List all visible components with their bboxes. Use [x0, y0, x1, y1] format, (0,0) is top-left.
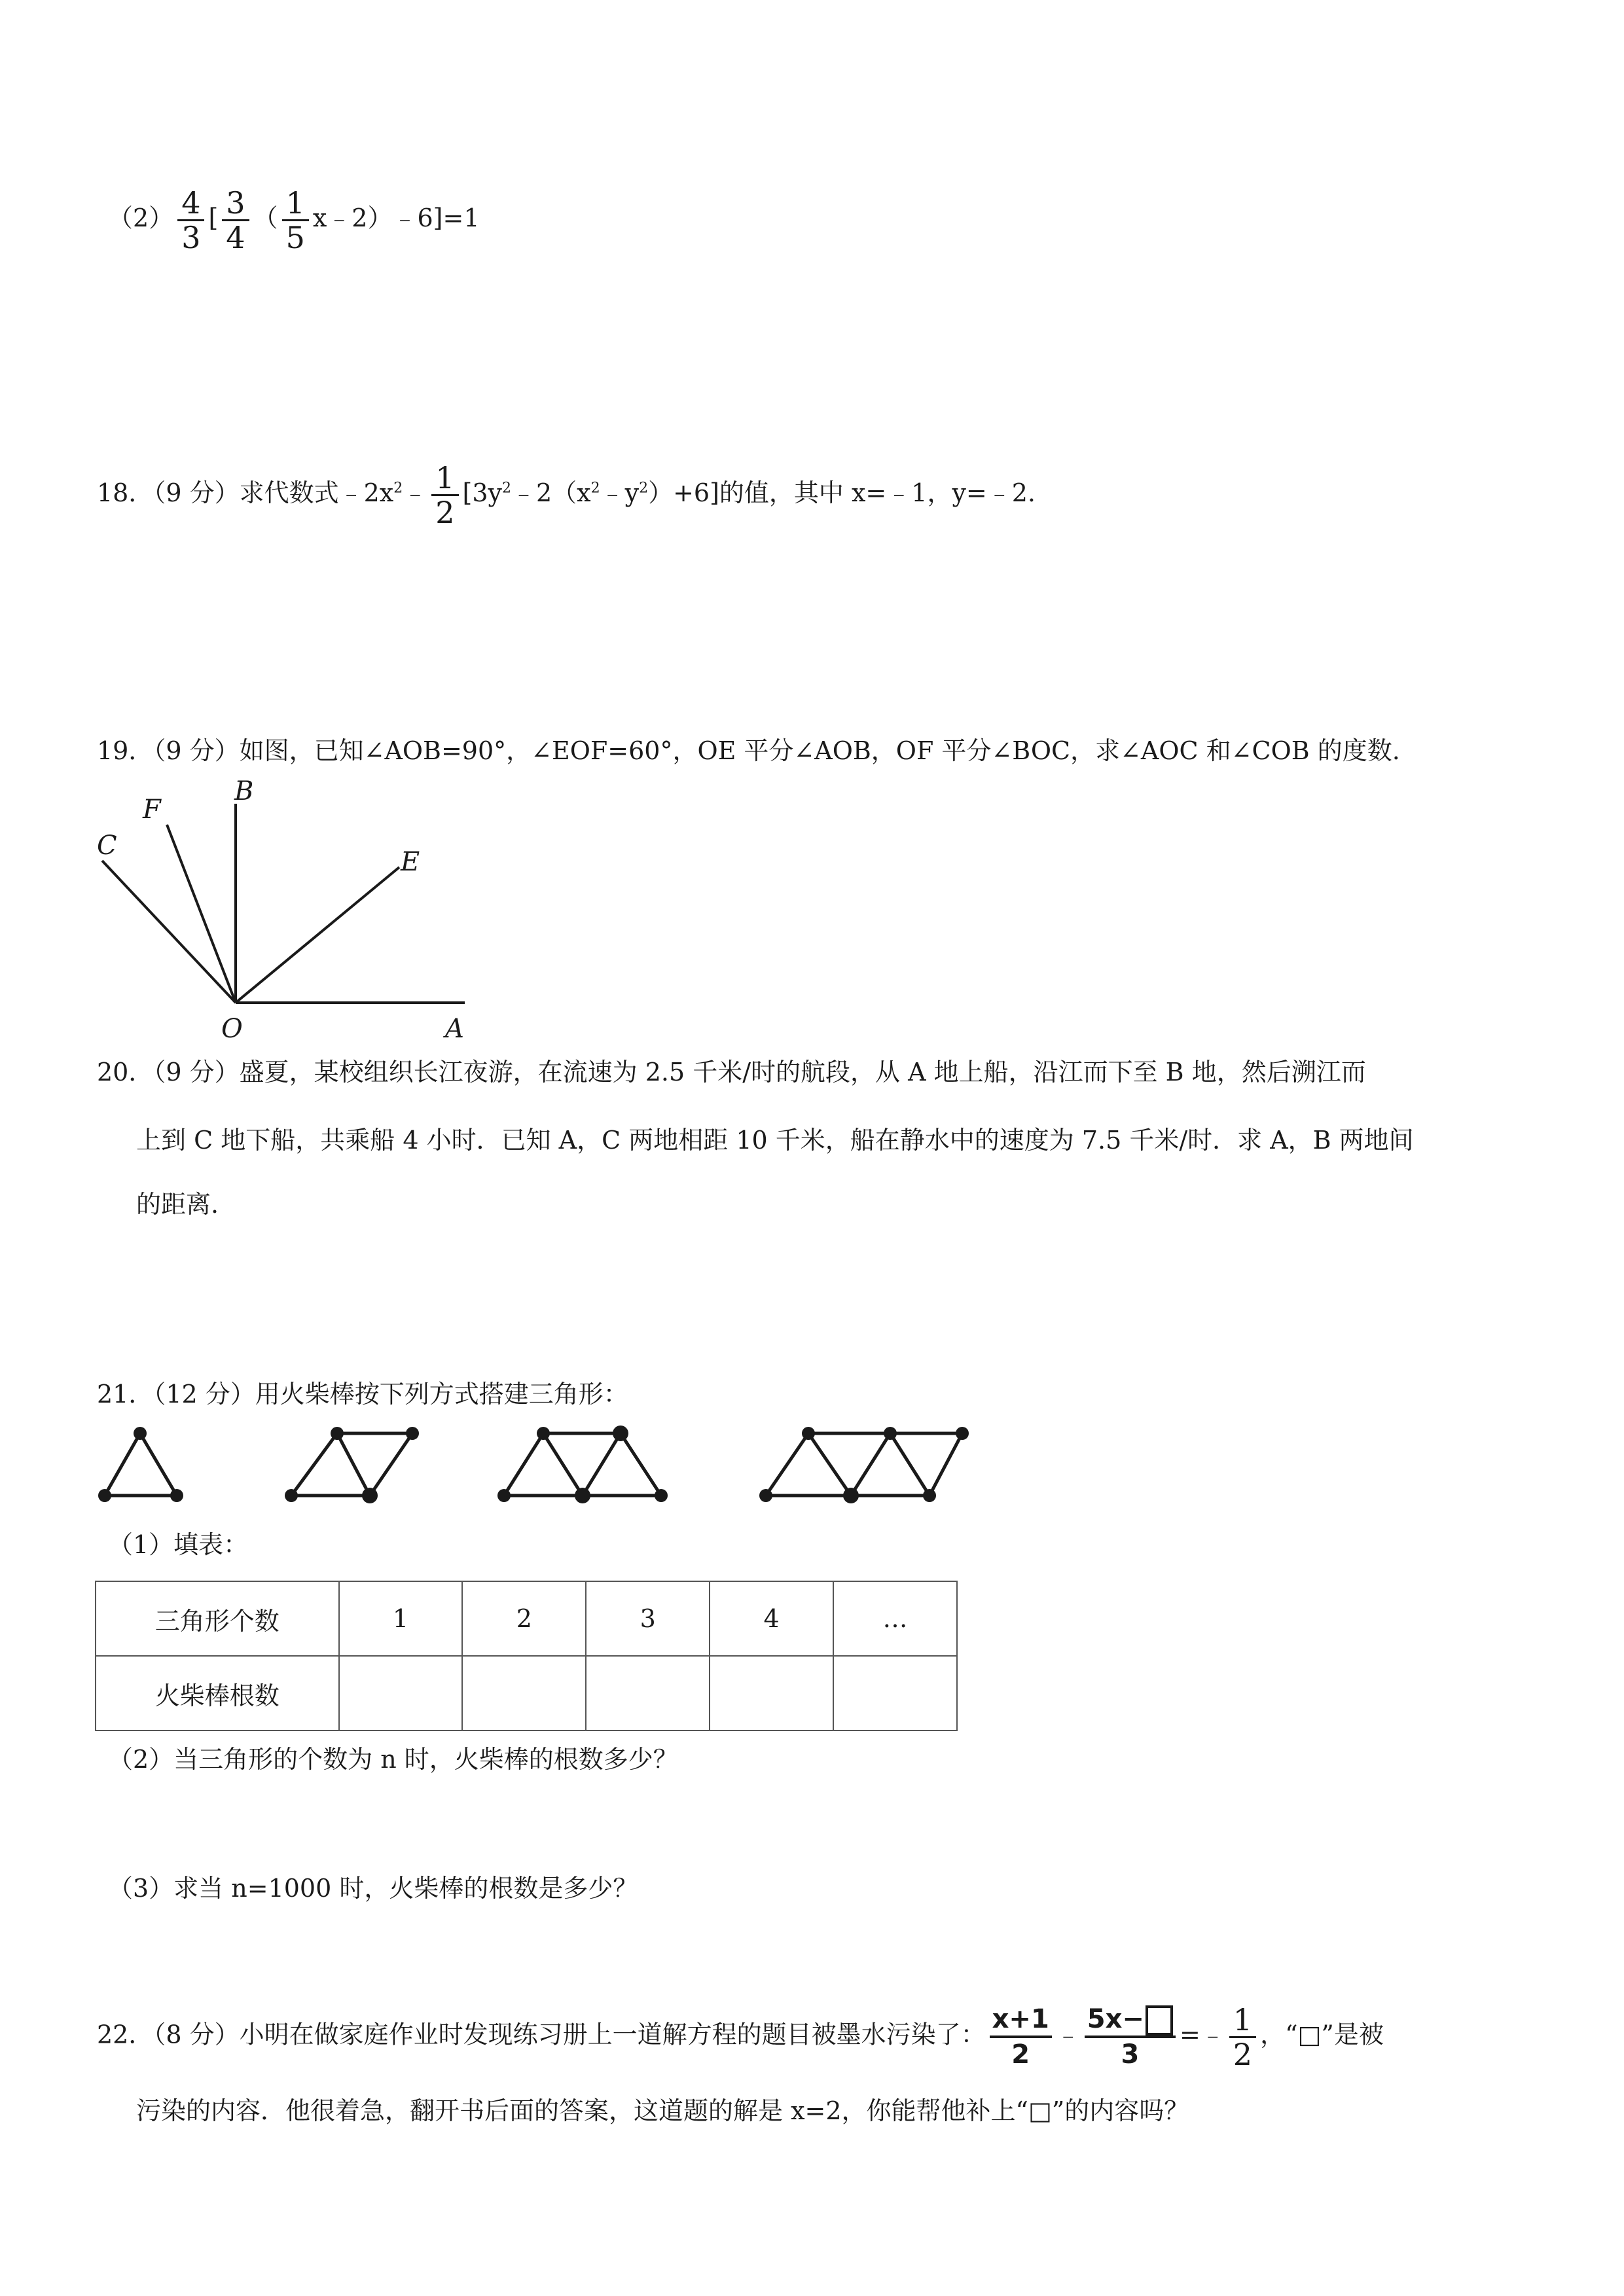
ray-oc [102, 861, 236, 1003]
q21-part2: （2）当三角形的个数为 n 时，火柴棒的根数多少？ [108, 1745, 678, 1774]
q20-line3: 的距离. [136, 1190, 219, 1219]
q20-line2: 上到 C 地下船，共乘船 4 小时．已知 A，C 两地相距 10 千米，船在静水中的速度为 7.5 千米/时．求 A，B 两地间 [136, 1126, 1414, 1155]
fraction: $\frac{1}{2}$ [431, 461, 458, 529]
ink-blot-box-icon [1146, 2005, 1173, 2036]
fraction: $\frac{x+1}{2}$ [990, 2003, 1052, 2071]
table-cell: 2 [462, 1581, 586, 1656]
fraction: $\frac{1}{5}$ [282, 187, 309, 254]
fraction: $\frac{4}{3}$ [177, 187, 204, 254]
q20-line1: 20．（9 分）盛夏，某校组织长江夜游，在流速为 2.5 千米/时的航段，从 A 地上船，沿江而下至 B 地，然后溯江而 [97, 1058, 1366, 1086]
table-cell: 4 [710, 1581, 833, 1656]
table-cell: … [833, 1581, 957, 1656]
q21-intro: 21．（12 分）用火柴棒按下列方式搭建三角形： [97, 1380, 628, 1408]
table-row [96, 1656, 957, 1731]
matchstick-figure [92, 1420, 995, 1512]
table-cell: 1 [339, 1581, 463, 1656]
label-f: F [143, 795, 161, 825]
table-row [96, 1581, 957, 1656]
q21-part3: （3）求当 n=1000 时，火柴棒的根数是多少？ [108, 1874, 638, 1903]
q21-part1: （1）填表： [108, 1530, 249, 1559]
label-e: E [401, 847, 420, 877]
fraction: $\frac{1}{2}$ [1229, 2003, 1256, 2071]
answer-cell[interactable] [462, 1656, 586, 1731]
q17-part2: （2） $\frac{4}{3}$ [ $\frac{3}{4}$ （ $\frac{1}{5}$ x﹣2）﹣6]=1 [108, 185, 480, 255]
q17-part2-label: （2） [108, 204, 174, 232]
ray-of [167, 825, 236, 1003]
q18-question: 18．（9 分）求代数式$﹣2x^2﹣$ $\frac{1}{2}$ $[3y^2﹣2(x^2﹣y^2)+6]$的值，其中 x=﹣1，y=﹣2. [97, 460, 1036, 530]
angle-figure [79, 772, 484, 1047]
answer-cell[interactable] [710, 1656, 833, 1731]
label-b: B [234, 776, 254, 806]
label-a: A [445, 1014, 464, 1044]
table-cell: 火柴棒根数 [96, 1656, 339, 1731]
q22-line2: 污染的内容．他很着急，翻开书后面的答案，这道题的解是 x=2，你能帮他补上“□”的内容吗？ [136, 2096, 1189, 2125]
fraction: $\frac{3}{4}$ [222, 187, 249, 254]
label-c: C [97, 831, 117, 861]
fill-table [95, 1581, 958, 1731]
ray-oe [236, 867, 399, 1003]
fraction: $\frac{5x-}{3}$ [1085, 2003, 1176, 2071]
q22-line1: 22．（8 分）小明在做家庭作业时发现练习册上一道解方程的题目被墨水污染了： $\frac{x+1}{2}$ ﹣ $\frac{5x-}{3}$ =﹣ $\frac{1}{2}$ ，“□”是被 [97, 2001, 1384, 2072]
answer-cell[interactable] [586, 1656, 710, 1731]
label-o: O [221, 1014, 243, 1044]
table-cell: 3 [586, 1581, 710, 1656]
answer-cell[interactable] [833, 1656, 957, 1731]
q19-question: 19．（9 分）如图，已知∠AOB=90°，∠EOF=60°，OE 平分∠AOB，OF 平分∠BOC，求∠AOC 和∠COB 的度数. [97, 736, 1400, 765]
answer-cell[interactable] [339, 1656, 463, 1731]
table-cell: 三角形个数 [96, 1581, 339, 1656]
